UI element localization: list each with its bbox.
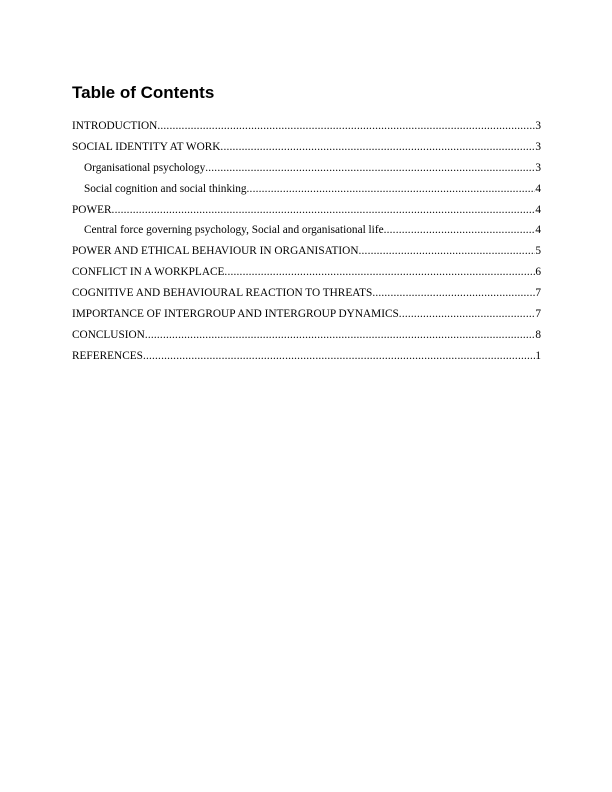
toc-dot-leader	[224, 262, 535, 283]
toc-page-number: 7	[535, 287, 541, 300]
toc-dot-leader	[399, 304, 536, 325]
toc-dot-leader	[143, 346, 535, 367]
toc-page-number: 3	[535, 161, 541, 174]
toc-dot-leader	[157, 116, 535, 137]
toc-entry[interactable]	[72, 137, 541, 158]
toc-entry[interactable]	[72, 283, 541, 304]
toc-entry[interactable]	[72, 346, 541, 367]
toc-entry[interactable]	[72, 116, 541, 137]
toc-dot-leader	[145, 325, 536, 346]
toc-entry[interactable]	[72, 158, 541, 179]
toc-entry-text: Organisational psychology	[84, 161, 206, 174]
toc-page-number: 4	[535, 203, 541, 216]
toc-dot-leader	[372, 283, 535, 304]
toc-list	[72, 116, 541, 367]
toc-page-number: 6	[535, 266, 541, 279]
toc-entry-text: SOCIAL IDENTITY AT WORK	[72, 140, 221, 153]
toc-entry-text: REFERENCES	[72, 349, 143, 362]
toc-entry[interactable]	[72, 241, 541, 262]
toc-page-number: 3	[535, 140, 541, 153]
toc-entry-text: IMPORTANCE OF INTERGROUP AND INTERGROUP DYNAMICS	[72, 308, 399, 321]
toc-page-number: 3	[535, 120, 541, 132]
toc-dot-leader	[205, 158, 535, 179]
toc-entry[interactable]	[72, 325, 541, 346]
toc-entry-text: POWER	[72, 203, 112, 216]
toc-page-number: 1	[535, 349, 541, 362]
toc-entry[interactable]	[72, 304, 541, 325]
toc-page-number: 7	[535, 308, 541, 321]
toc-entry-text: COGNITIVE AND BEHAVIOURAL REACTION TO THREATS	[72, 287, 373, 300]
toc-page-number: 4	[535, 182, 541, 195]
toc-entry[interactable]	[72, 220, 541, 241]
toc-dot-leader	[112, 200, 536, 221]
toc-title: Table of Contents	[72, 83, 215, 102]
toc-dot-leader	[247, 179, 536, 200]
toc-dot-leader	[220, 137, 535, 158]
toc-entry-text: Central force governing psychology, Social and organisational life	[84, 224, 384, 237]
toc-entry-text: POWER AND ETHICAL BEHAVIOUR IN ORGANISATION	[72, 245, 359, 258]
toc-entry[interactable]	[72, 179, 541, 200]
toc-entry-text: INTRODUCTION	[72, 120, 158, 132]
toc-dot-leader	[384, 220, 536, 241]
toc-entry[interactable]	[72, 200, 541, 221]
toc-page-number: 4	[535, 224, 541, 237]
toc-page-number: 5	[535, 245, 541, 258]
toc-page-number: 8	[535, 328, 541, 341]
toc-entry-text: CONFLICT IN A WORKPLACE	[72, 266, 225, 279]
toc-dot-leader	[359, 241, 536, 262]
toc-entry-text: Social cognition and social thinking	[84, 182, 247, 195]
toc-entry[interactable]	[72, 262, 541, 283]
toc-entry-text: CONCLUSION	[72, 328, 145, 341]
